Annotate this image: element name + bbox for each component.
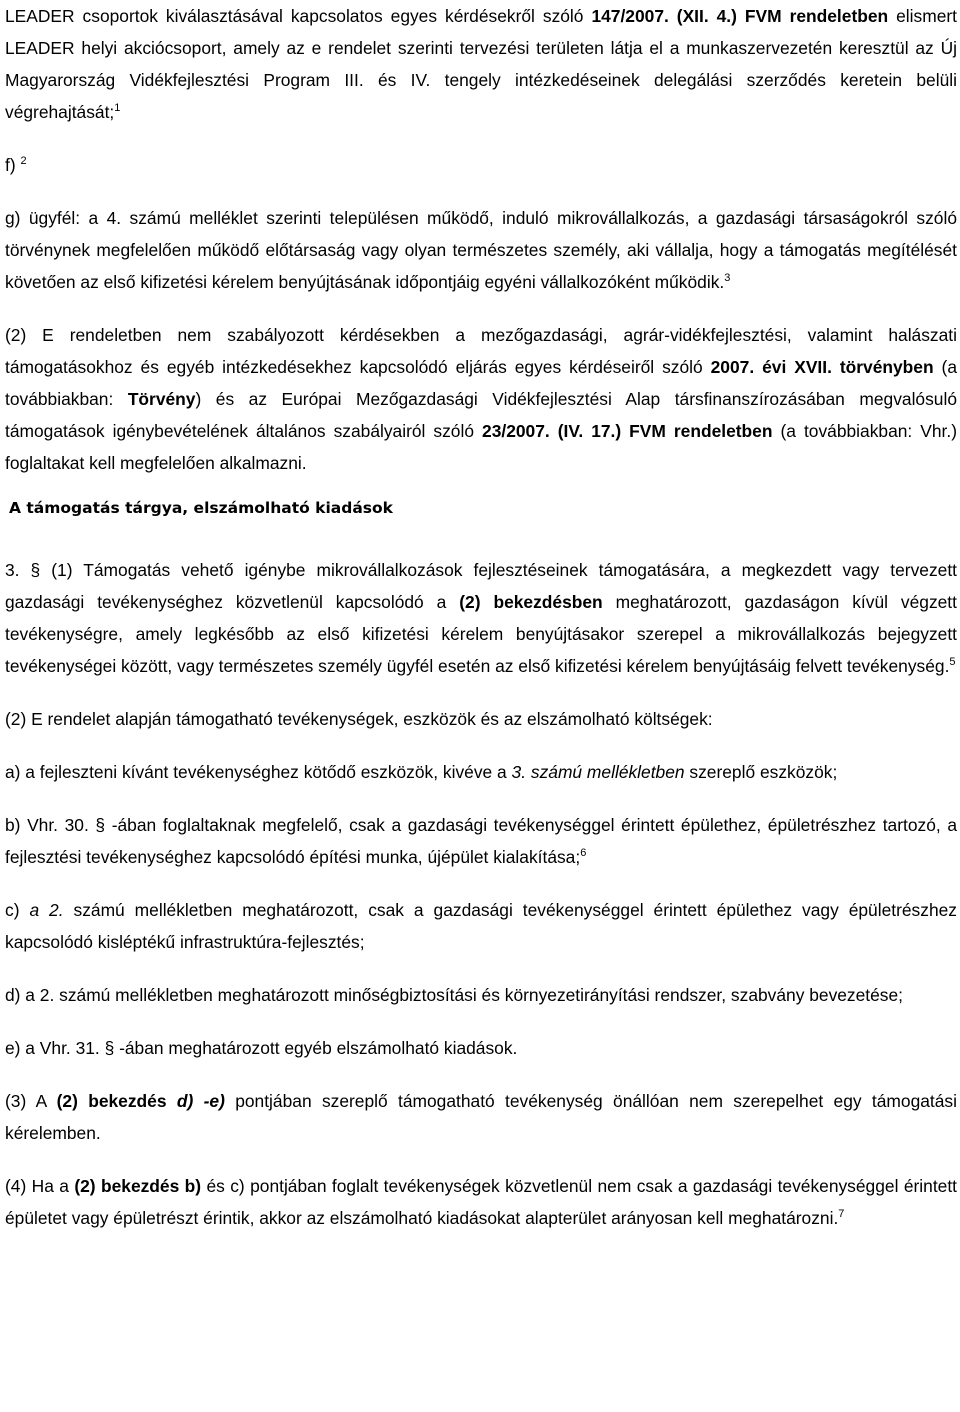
- text: g) ügyfél: a 4. számú melléklet szerinti településen működő, induló mikrovállalkozás, a gazdasági társaságokról szóló törvénynek megfelelően működő előtársaság vagy olyan természetes személy, aki vállalja, hogy a támogatás megítélését követően az első kifizetési kérelem benyújtásának időpontjáig egyéni vállalkozóként működik.: [5, 208, 957, 292]
- text: b) Vhr. 30. § -ában foglaltaknak megfelelő, csak a gazdasági tevékenységgel érintett épülethez, épületrészhez tartozó, a fejlesztési tevékenységhez kapcsolódó építési munka, újépület kialakítása;: [5, 815, 957, 867]
- text: ) és az Európai Mezőgazdasági Vidékfejlesztési Alap társfinanszírozásában megvalósuló támogatások igénybevételének általános szabályairól szóló: [5, 389, 958, 441]
- text: és c) pontjában foglalt tevékenységek közvetlenül nem csak a gazdasági tevékenységgel érintett épületet vagy épületrészt érintik, akkor az elszámolható kiadásokat alapterület arányosan kell meghatározni.: [5, 1176, 957, 1228]
- footnote-marker[interactable]: 5: [949, 656, 956, 668]
- annex-reference: 3. számú mellékletben: [511, 762, 685, 782]
- legal-reference: (2) bekezdésben: [459, 592, 603, 612]
- legal-reference: (2) bekezdés b): [74, 1176, 202, 1196]
- legal-reference: 23/2007. (IV. 17.) FVM rendeletben: [482, 421, 773, 441]
- term: Törvény: [127, 389, 196, 409]
- text: c): [5, 900, 30, 920]
- text: (2) E rendeletben nem szabályozott kérdésekben a mezőgazdasági, agrár-vidékfejlesztési, valamint halászati támogatásokhoz és egyéb intézkedésekhez kapcsolódó eljárás egyes kérdéseiről szóló: [5, 325, 957, 377]
- document-page: [5, 0, 957, 1234]
- annex-reference: a 2.: [29, 900, 64, 920]
- paragraph-3-1: [5, 554, 957, 682]
- footnote-marker[interactable]: 1: [114, 102, 121, 114]
- paragraph-c: [5, 894, 957, 958]
- text: (a továbbiakban: Vhr.) foglaltakat kell megfelelően alkalmazni.: [5, 421, 957, 473]
- legal-reference: (2) bekezdés: [56, 1091, 177, 1111]
- paragraph-b: [5, 809, 957, 873]
- text: a) a fejleszteni kívánt tevékenységhez kötődő eszközök, kivéve a: [5, 762, 512, 782]
- paragraph-3-2: [5, 703, 957, 735]
- text: meghatározott, gazdaságon kívül végzett tevékenységre, amely legkésőbb az első kifizetési kérelem benyújtásakor szerepel a mikrovállalkozás bejegyzett tevékenységei között, vagy természetes személy ügyfél esetén az első kifizetési kérelem benyújtásáig felvett tevékenység.: [5, 592, 957, 676]
- legal-reference: 2007. évi XVII. törvényben: [710, 357, 934, 377]
- paragraph-3-4: [5, 1170, 957, 1234]
- footnote-marker[interactable]: 6: [580, 847, 587, 859]
- text: pontjában szereplő támogatható tevékenység önállóan nem szerepelhet egy támogatási kérelemben.: [5, 1091, 957, 1143]
- legal-reference-points: d) -e): [176, 1091, 225, 1111]
- text: e) a Vhr. 31. § -ában meghatározott egyéb elszámolható kiadások.: [5, 1038, 518, 1058]
- text: (3) A: [5, 1091, 57, 1111]
- text: LEADER csoportok kiválasztásával kapcsolatos egyes kérdésekről szóló: [5, 6, 592, 26]
- paragraph-a: [5, 756, 957, 788]
- text: (2) E rendelet alapján támogatható tevékenységek, eszközök és az elszámolható költségek:: [5, 709, 713, 729]
- legal-reference: 147/2007. (XII. 4.) FVM rendeletben: [591, 6, 889, 26]
- paragraph-3-3: [5, 1085, 957, 1149]
- paragraph-g: [5, 202, 957, 298]
- paragraph-e: [5, 1032, 957, 1064]
- section-heading: A támogatás tárgya, elszámolható kiadások: [9, 499, 393, 517]
- footnote-marker[interactable]: 3: [724, 272, 731, 284]
- paragraph-d: [5, 979, 957, 1011]
- text: (4) Ha a: [5, 1176, 75, 1196]
- footnote-marker[interactable]: 2: [20, 155, 27, 167]
- text: d) a 2. számú mellékletben meghatározott minőségbiztosítási és környezetirányítási rendszer, szabvány bevezetése;: [5, 985, 904, 1005]
- paragraph-definition-leader: [5, 0, 957, 128]
- paragraph-f: [5, 149, 957, 181]
- text: elismert LEADER helyi akciócsoport, amely az e rendelet szerinti tervezési területen látja el a munkaszervezetén keresztül az Új Magyarország Vidékfejlesztési Program III. és IV. tengely intézkedéseinek delegálási szerződés keretein belüli végrehajtását;: [5, 6, 957, 122]
- text: szereplő eszközök;: [684, 762, 838, 782]
- footnote-marker[interactable]: 7: [838, 1208, 845, 1220]
- paragraph-2: [5, 319, 957, 479]
- text: f): [5, 155, 21, 175]
- text: számú mellékletben meghatározott, csak a gazdasági tevékenységgel érintett épülethez vagy épületrészhez kapcsolódó kisléptékű infrastruktúra-fejlesztés;: [5, 900, 957, 952]
- text: 3. § (1) Támogatás vehető igénybe mikrovállalkozások fejlesztéseinek támogatására, a megkezdett vagy tervezett gazdasági tevékenységhez közvetlenül kapcsolódó a: [5, 560, 957, 612]
- text: (a továbbiakban:: [5, 357, 957, 409]
